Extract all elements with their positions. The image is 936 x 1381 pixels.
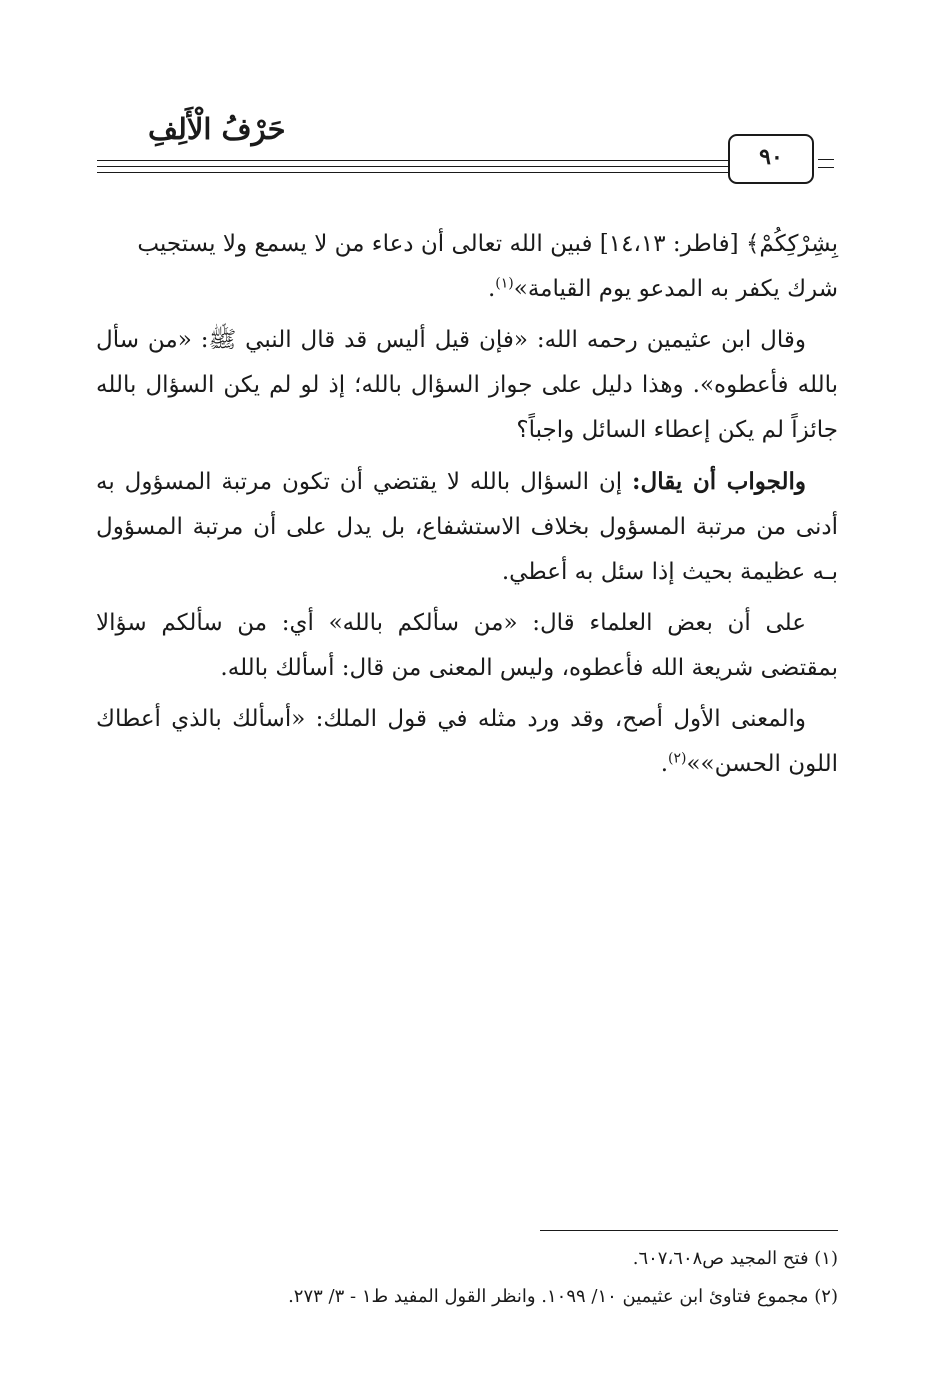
paragraph-1-end: . — [487, 276, 496, 302]
header-rule — [97, 172, 728, 173]
main-text — [96, 222, 838, 793]
paragraph-5-text: والمعنى الأول أصح، وقد ورد مثله في قول الملك: «أسألك بالذي أعطاك اللون الحسن»» — [96, 706, 838, 777]
paragraph-3 — [96, 459, 838, 595]
footnotes — [96, 1240, 838, 1316]
paragraph-5 — [96, 697, 838, 787]
paragraph-2: وقال ابن عثيمين رحمه الله: «فإن قيل أليس قد قال النبي ﷺ: «من سأل بالله فأعطوه». وهذا دليل على جواز السؤال بالله؛ إذ لو لم يكن السؤال بالله جائزاً لم يكن إعطاء السائل واجباً؟ — [96, 327, 838, 443]
chapter-title: حَرْفُ الْأَلِفِ — [148, 112, 286, 146]
paragraph-1 — [96, 222, 838, 312]
header-ornament — [818, 159, 834, 160]
paragraph-3-lead: والجواب أن يقال: — [632, 468, 806, 495]
footnote-ref-2: (٢) — [668, 750, 687, 767]
footnote-divider — [540, 1230, 838, 1231]
paragraph-1-line-1: بِشِرْكِكُمْ﴾ [فاطر: ١٤،١٣] فبين الله تعالى أن دعاء من لا يسمع ولا يستجيب — [137, 231, 838, 257]
footnote-ref-1: (١) — [495, 275, 514, 292]
header-rule — [97, 166, 728, 167]
paragraph-5-end: . — [660, 751, 669, 777]
paragraph-3-text: إن السؤال بالله لا يقتضي أن تكون مرتبة المسؤول به أدنى من مرتبة المسؤول بخلاف الاستشفاع، بل يدل على أن مرتبة المسؤول بـه عظيمة بحيث إذا سئل به أعطي. — [96, 469, 838, 585]
footnote-2: (٢) مجموع فتاوئ ابن عثيمين ١٠/ ١٠٩٩. وانظر القول المفيد ط١ - ٣/ ٢٧٣. — [288, 1286, 838, 1307]
page-number: ٩٠ — [759, 144, 783, 170]
footnote-1: (١) فتح المجيد ص٦٠٧،٦٠٨. — [632, 1248, 838, 1269]
header-ornament — [818, 167, 834, 168]
paragraph-4: على أن بعض العلماء قال: «من سألكم بالله» أي: من سألكم سؤالا بمقتضى شريعة الله فأعطوه، وليس المعنى من قال: أسألك بالله. — [96, 610, 838, 681]
paragraph-1-line-2: شرك يكفر به المدعو يوم القيامة» — [513, 276, 838, 302]
header-rule — [97, 160, 728, 161]
